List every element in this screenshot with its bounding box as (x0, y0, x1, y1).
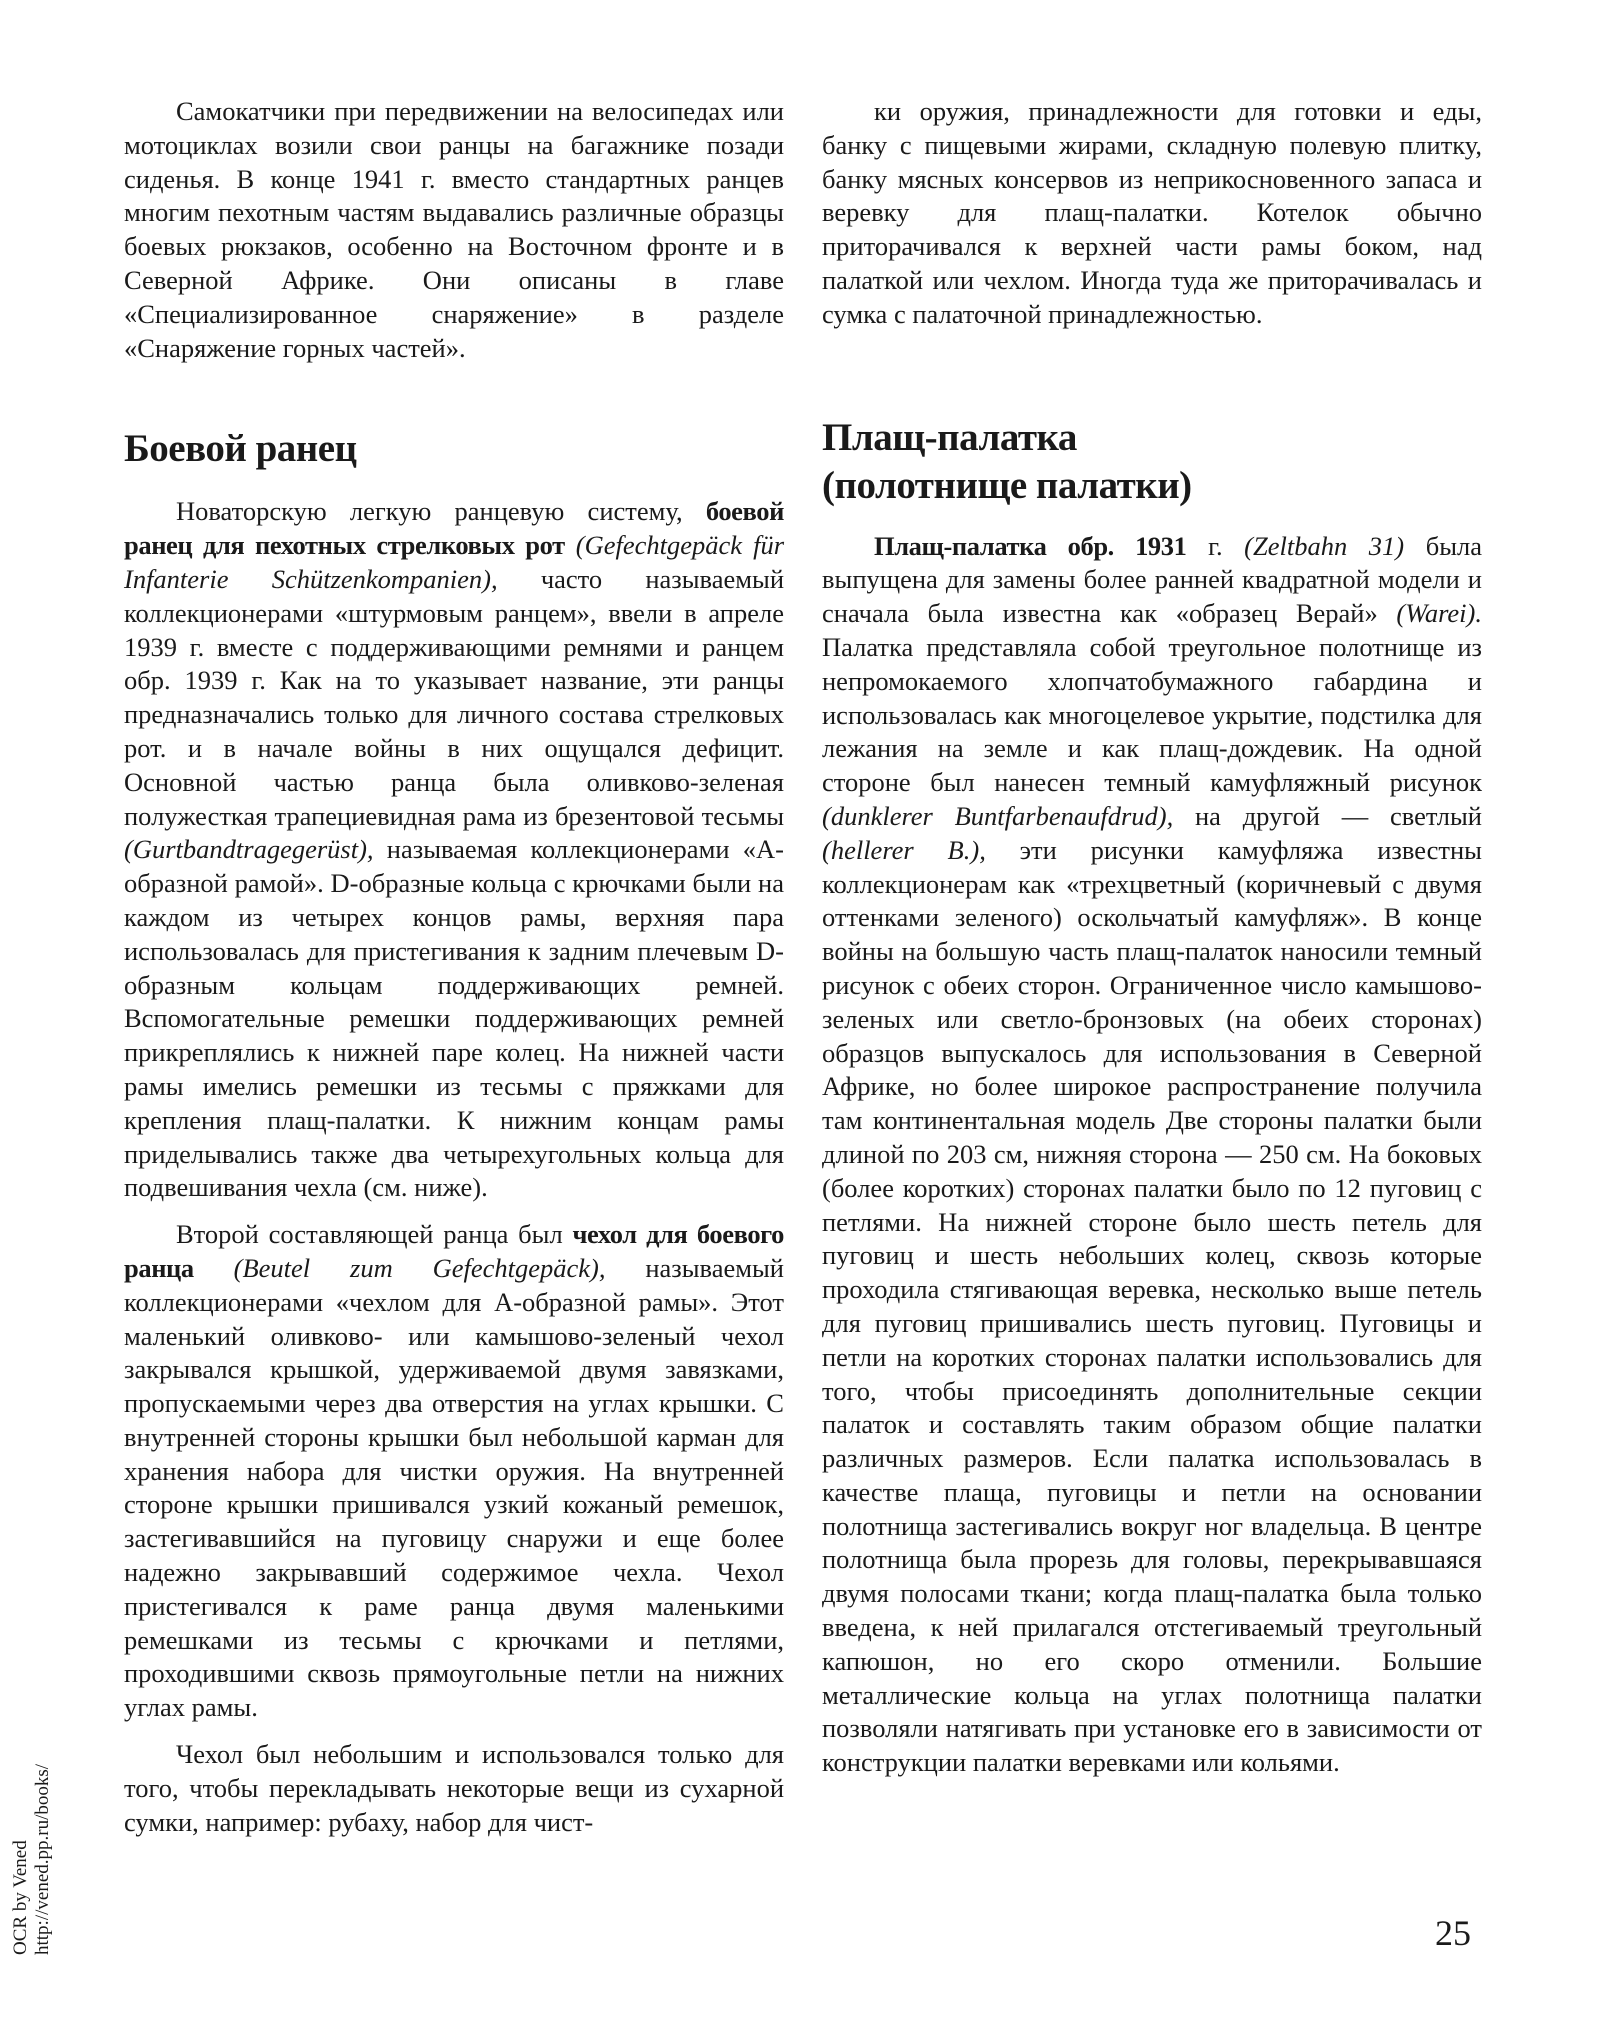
section-heading-combat-pack: Боевой ранец (124, 427, 357, 471)
tent-quarter-paragraph (822, 530, 1482, 1780)
heading-line: Плащ-палатка (822, 415, 1077, 459)
text-run: называемая коллекционерами «А-образной рамой». D-образные кольца с крючками были на каждом из четырех концов рамы, верхняя пара использовалась для пристегивания к задним плечевым D-образным кольцам поддерживающих ремней. Вспомогательные ремешки поддерживающих ремней прикреплялись к нижней паре колец. На нижней части рамы имелись ремешки из тесьмы с пряжками для крепления плащ-палатки. К нижним концам рамы приделывались также два четырехугольных кольца для подвешивания чехла (см. ниже). (124, 834, 784, 1203)
intro-paragraph: Самокатчики при передвижении на велосипедах или мотоциклах возили свои ранцы на багажнике позади сиденья. В конце 1941 г. вместо стандартных ранцев многим пехотным частям выдавались различные образцы боевых рюкзаков, особенно на Восточном фронте и в Северной Африке. Они описаны в главе «Специализированное снаряжение» в разделе «Снаряжение горных частей». (124, 96, 784, 363)
pouch-paragraph (124, 1218, 784, 1725)
italic-term: (hellerer B.), (822, 834, 986, 865)
combat-pack-paragraph (124, 495, 784, 1205)
bold-term: чехол для боевого ранца (124, 1219, 784, 1283)
text-run: Палатка представляла собой треугольное полотнище из непромокаемого хлопчатобумажного габардина и использовалась как многоцелевое укрытие, подстилка для лежания на земле и как плащ-дождевик. На одной стороне был нанесен темный камуфляжный рисунок (822, 631, 1482, 798)
italic-term: (Gefechtgepäck für Infanterie Schützenkompanien), (124, 530, 785, 594)
text-run: Новаторскую легкую ранцевую систему, (176, 496, 706, 527)
ocr-credit-url: http://vened.pp.ru/books/ (32, 1763, 53, 1955)
bold-term: боевой ранец для пехотных стрелковых рот (124, 496, 784, 561)
page-number: 25 (1435, 1913, 1471, 1953)
text-run: Второй составляющей ранца был (176, 1219, 573, 1250)
italic-term: (dunklerer Buntfarbenaufdrud), (822, 800, 1174, 831)
italic-term: (Zeltbahn 31) (1244, 530, 1405, 561)
text-run: часто называемый коллекционерами «штурмовым ранцем», ввели в апреле 1939 г. вместе с поддерживающими ремнями и ранцем обр. 1939 г. Как на то указывает название, эти ранцы предназначались только для личного состава стрелковых рот. и в начале войны в них ощущался дефицит. Основной частью ранца была оливково-зеленая полужесткая трапециевидная рама из брезентовой тесьмы (124, 563, 785, 831)
text-run: называемый коллекционерами «чехлом для А-образной рамы». Этот маленький оливково- или камышово-зеленый чехол закрывался крышкой, удерживаемой двумя завязками, пропускаемыми через два отверстия на углах крышки. С внутренней стороны крышки был небольшой карман для хранения набора для чистки оружия. На внутренней стороне крышки пришивался узкий кожаный ремешок, застегивавшийся на пуговицу снаружи и еще более надежно закрывавший содержимое чехла. Чехол пристегивался к раме ранца двумя маленькими ремешками из тесьмы с крючками и петлями, проходившими сквозь прямоугольные петли на нижних углах рамы. (124, 1252, 784, 1723)
text-run: г. (1186, 530, 1245, 561)
ocr-credit (10, 1764, 54, 1955)
italic-term: (Beutel zum Gefechtgepäck), (193, 1252, 606, 1283)
bold-term: Плащ-палатка обр. 1931 (874, 530, 1187, 561)
heading-line: (полотнище палатки) (822, 463, 1192, 507)
text-run: на другой — светлый (1173, 800, 1482, 831)
text-run: эти рисунки камуфляжа известны коллекционерам как «трехцветный (коричневый с двумя оттенками зеленого) оскольчатый камуфляж». В конце войны на большую часть плащ-палаток наносили темный рисунок с обеих сторон. Ограниченное число камышово-зеленых или светло-бронзовых (на обеих сторонах) образцов выпускалось для использования в Северной Африке, но более широкое распространение получила там континентальная модель Две стороны палатки были длиной по 203 см, нижняя сторона — 250 см. На боковых (более коротких) сторонах палатки было по 12 пуговиц с петлями. На нижней стороне было шесть петель для пуговиц и шесть небольших колец, сквозь которые проходила стягивающая веревка, несколько выше петель для пуговиц пришивались шесть пуговиц. Пуговицы и петли на коротких сторонах палатки использовались для того, чтобы присоединять дополнительные секции палаток и составлять таким образом общие палатки различных размеров. Если палатка использовалась в качестве плаща, пуговицы и петли на основании полотнища застегивались вокруг ног владельца. В центре полотнища была прорезь для головы, перекрывавшаяся двумя полосами ткани; когда плащ-палатка была только введена, к ней прилагался отстегиваемый треугольный капюшон, но его скоро отменили. Большие металлические кольца на углах полотнища палатки позволяли натягивать при установке его в зависимости от конструкции палатки веревками или кольями. (822, 834, 1482, 1778)
section-heading-tent-quarter (822, 414, 1482, 510)
italic-term: (Warei). (1396, 598, 1482, 629)
ocr-credit-name: OCR by Vened (10, 1840, 31, 1955)
right-column (822, 95, 1482, 1793)
left-column (124, 95, 784, 1852)
pouch-usage-paragraph: Чехол был небольшим и использовался только для того, чтобы перекладывать некоторые вещи из сухарной сумки, например: рубаху, набор для чист- (124, 1739, 784, 1837)
italic-term: (Gurtbandtragegerüst), (124, 834, 374, 865)
text-run: была выпущена для замены более ранней квадратной модели и сначала была известна как «образец Верай» (822, 530, 1483, 629)
continuation-paragraph: ки оружия, принадлежности для готовки и еды, банку с пищевыми жирами, складную полевую плитку, банку мясных консервов из неприкосновенного запаса и веревку для плащ-палатки. Котелок обычно приторачивался к верхней части рамы боком, над палаткой или чехлом. Иногда туда же приторачивалась и сумка с палаточной принадлежностью. (822, 96, 1482, 329)
